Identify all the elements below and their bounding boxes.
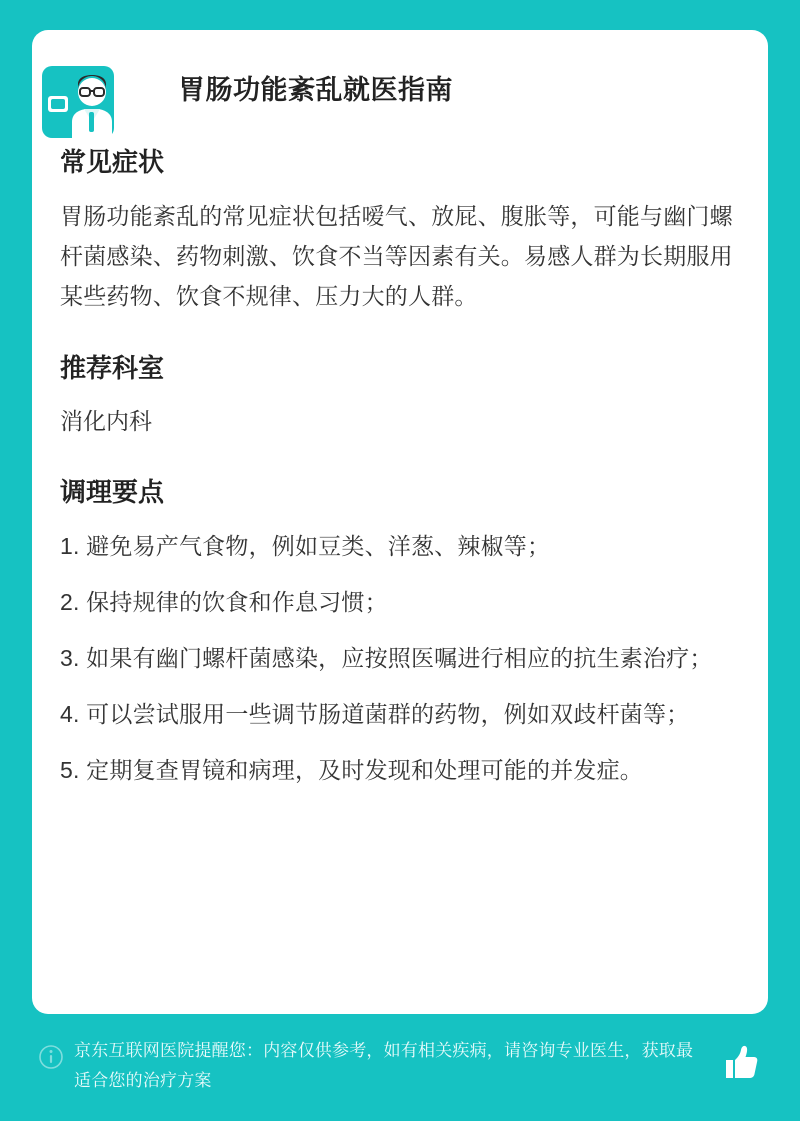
guide-content bbox=[60, 144, 740, 790]
section-heading-care-tips: 调理要点 bbox=[60, 477, 165, 507]
guide-card bbox=[32, 30, 768, 1014]
page-title: 胃肠功能紊乱就医指南 bbox=[178, 75, 453, 105]
section-text-symptoms: 胃肠功能紊乱的常见症状包括嗳气、放屁、腹胀等，可能与幽门螺杆菌感染、药物刺激、饮食不当等因素有关。易感人群为长期服用某些药物、饮食不规律、压力大的人群。 bbox=[60, 203, 733, 309]
section-heading-symptoms: 常见症状 bbox=[60, 147, 165, 177]
list-item: 5. 定期复查胃镜和病理，及时发现和处理可能的并发症。 bbox=[60, 757, 643, 783]
doctor-avatar-icon bbox=[42, 66, 114, 138]
list-item: 3. 如果有幽门螺杆菌感染，应按照医嘱进行相应的抗生素治疗； bbox=[60, 645, 713, 671]
info-circle-icon bbox=[38, 1044, 64, 1070]
disclaimer-text: 京东互联网医院提醒您：内容仅供参考，如有相关疾病，请咨询专业医生，获取最适合您的治疗方案 bbox=[74, 1041, 694, 1090]
care-tips-list bbox=[60, 526, 740, 790]
list-item: 1. 避免易产气食物，例如豆类、洋葱、辣椒等； bbox=[60, 533, 551, 559]
section-text-department: 消化内科 bbox=[60, 408, 152, 434]
footer-disclaimer-bar bbox=[32, 1032, 768, 1102]
list-item: 4. 可以尝试服用一些调节肠道菌群的药物，例如双歧杆菌等； bbox=[60, 701, 690, 727]
thumbs-up-icon[interactable] bbox=[718, 1040, 762, 1084]
section-heading-department: 推荐科室 bbox=[60, 353, 165, 383]
list-item: 2. 保持规律的饮食和作息习惯； bbox=[60, 589, 388, 615]
